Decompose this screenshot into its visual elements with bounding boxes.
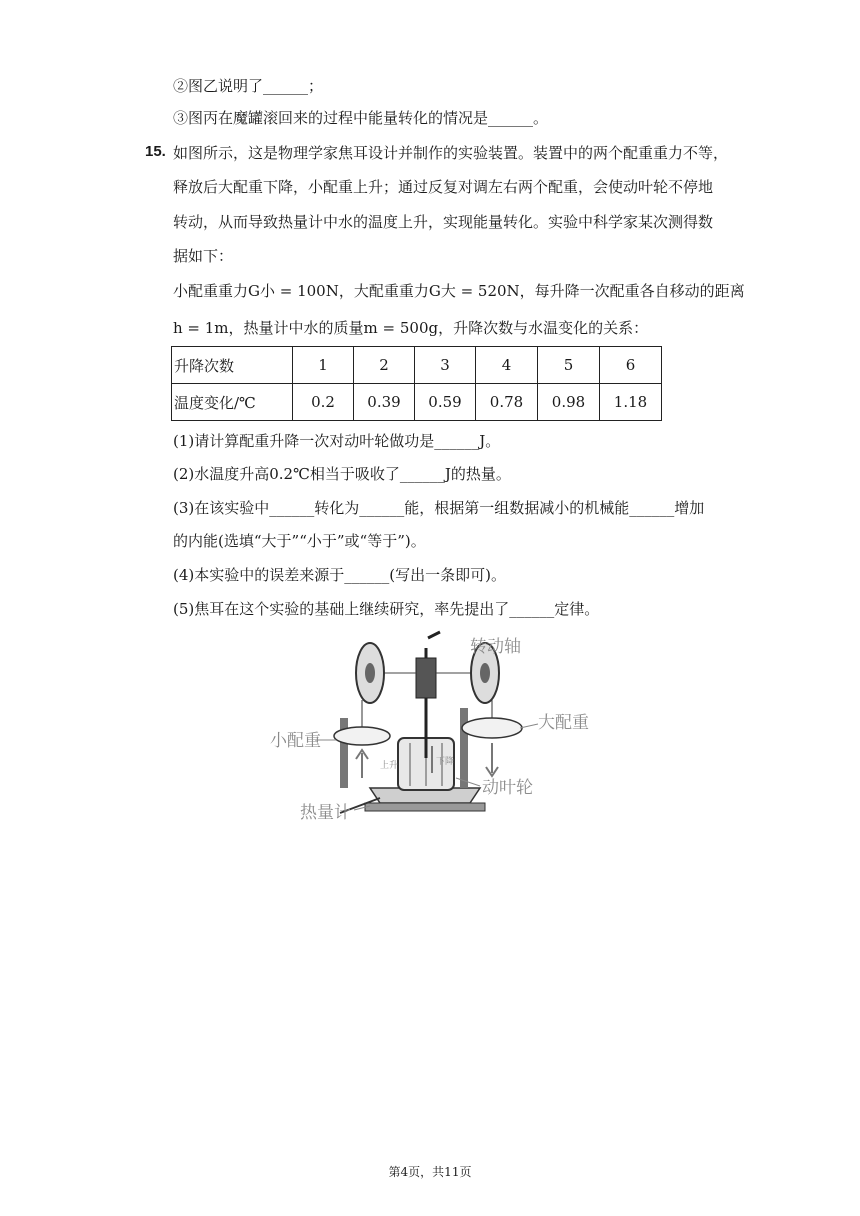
table-cell: 0.39 bbox=[354, 384, 415, 421]
question-number: 15. bbox=[145, 143, 166, 160]
question-para-line-3: 转动，从而导致热量计中水的温度上升，实现能量转化。实验中科学家某次测得数 bbox=[173, 213, 714, 231]
label-small-weight: 小配重 bbox=[270, 731, 321, 751]
question-para-line-4: 据如下： bbox=[173, 247, 234, 265]
label-up: 上升 bbox=[380, 761, 399, 771]
label-impeller: 动叶轮 bbox=[482, 778, 533, 798]
table-row bbox=[172, 384, 662, 421]
table-cell: 0.98 bbox=[538, 384, 600, 421]
label-axis: 转动轴 bbox=[470, 637, 521, 657]
sub-question-2: (2)水温度升高0.2℃相当于吸收了______J的热量。 bbox=[173, 465, 511, 483]
table-cell: 升降次数 bbox=[172, 347, 293, 384]
question-given-2: h = 1m，热量计中水的质量m = 500g，升降次数与水温变化的关系： bbox=[173, 319, 649, 337]
table-cell: 5 bbox=[538, 347, 600, 384]
table-cell: 0.78 bbox=[476, 384, 538, 421]
table-cell: 2 bbox=[354, 347, 415, 384]
page-footer: 第4页，共11页 bbox=[388, 1165, 472, 1179]
sub-question-4: (4)本实验中的误差来源于______(写出一条即可)。 bbox=[173, 566, 506, 584]
table-cell: 0.59 bbox=[415, 384, 476, 421]
table-cell: 1.18 bbox=[600, 384, 662, 421]
label-calorimeter: 热量计 bbox=[300, 803, 351, 823]
table-cell: 0.2 bbox=[293, 384, 354, 421]
label-big-weight: 大配重 bbox=[538, 713, 589, 733]
prev-item-2: ②图乙说明了______； bbox=[173, 77, 324, 95]
table-cell: 3 bbox=[415, 347, 476, 384]
sub-question-3b: 的内能(选填“大于”“小于”或“等于”)。 bbox=[173, 532, 426, 550]
table-row bbox=[172, 347, 662, 384]
joule-apparatus-figure bbox=[270, 628, 590, 828]
data-table bbox=[171, 346, 662, 421]
sub-question-3a: (3)在该实验中______转化为______能，根据第一组数据减小的机械能______增加 bbox=[173, 499, 705, 517]
label-down: 下降 bbox=[436, 757, 455, 767]
sub-question-5: (5)焦耳在这个实验的基础上继续研究，率先提出了______定律。 bbox=[173, 600, 600, 618]
question-para-line-1: 如图所示，这是物理学家焦耳设计并制作的实验装置。装置中的两个配重重力不等， bbox=[173, 144, 729, 162]
question-para-line-2: 释放后大配重下降，小配重上升；通过反复对调左右两个配重，会使动叶轮不停地 bbox=[173, 178, 714, 196]
question-given-1: 小配重重力G小 = 100N，大配重重力G大 = 520N，每升降一次配重各自移动的距离 bbox=[173, 282, 745, 300]
prev-item-3: ③图丙在魔罐滚回来的过程中能量转化的情况是______。 bbox=[173, 109, 549, 127]
table-cell: 1 bbox=[293, 347, 354, 384]
table-cell: 6 bbox=[600, 347, 662, 384]
sub-question-1: (1)请计算配重升降一次对动叶轮做功是______J。 bbox=[173, 432, 501, 450]
table-cell: 4 bbox=[476, 347, 538, 384]
table-cell: 温度变化/℃ bbox=[172, 384, 293, 421]
